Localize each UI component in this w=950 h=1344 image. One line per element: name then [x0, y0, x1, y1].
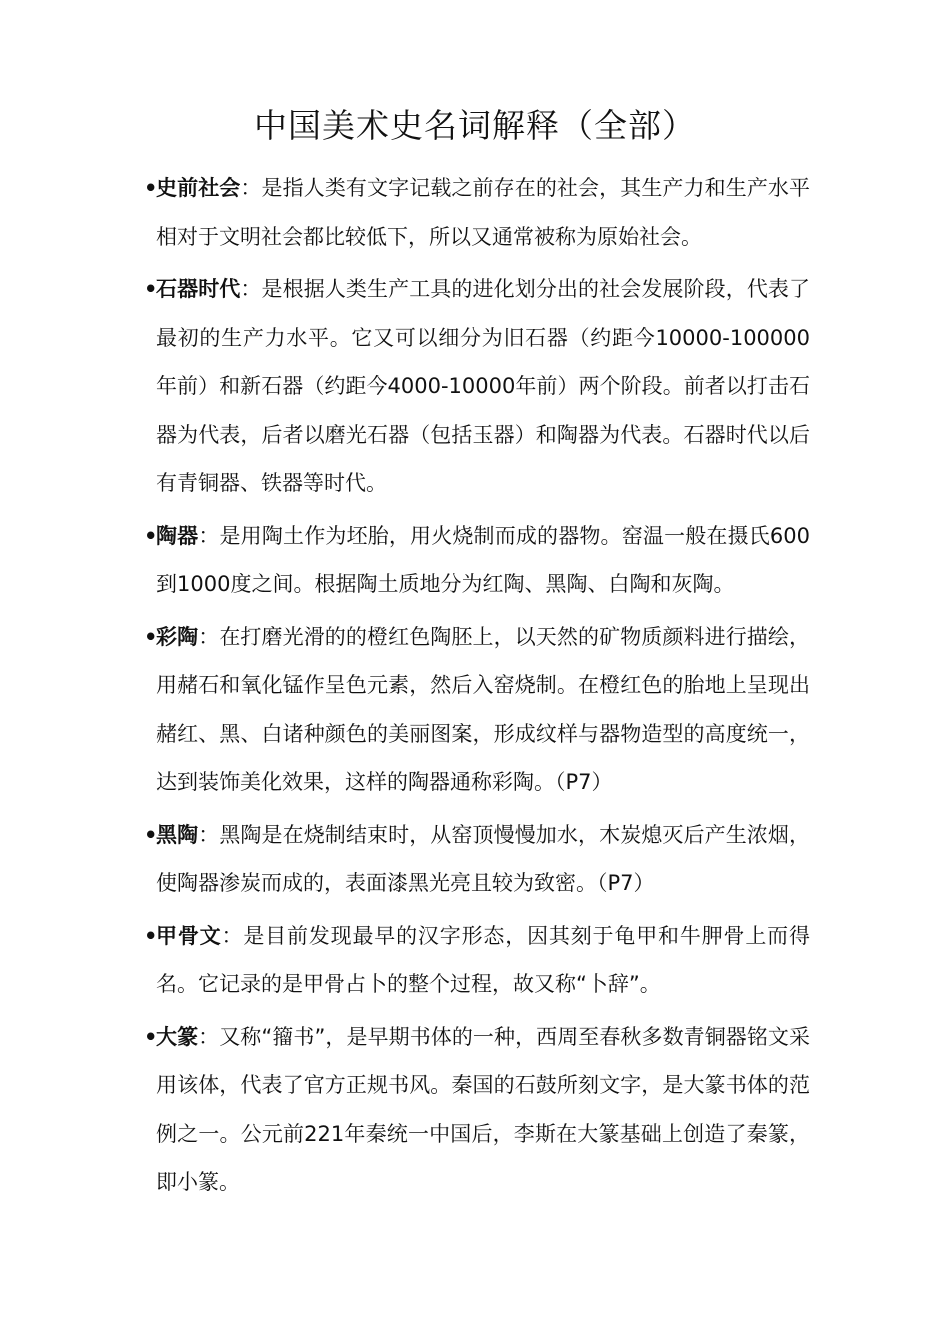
- entry-term: 史前社会: [156, 176, 241, 200]
- bullet-glyph: •: [144, 176, 158, 200]
- entry-definition: 是根据人类生产工具的进化划分出的社会发展阶段，代表了最初的生产力水平。它又可以细分为旧石器（约距今10000-100000年前）和新石器（约距今4000-10000年前）两个阶段。前者以打击石器为代表，后者以磨光石器（包括玉器）和陶器为代表。石器时代以后有青铜器、铁器等时代。: [156, 277, 811, 495]
- bullet-glyph: •: [144, 277, 158, 301]
- glossary-entry-black-pottery: [144, 811, 810, 908]
- entry-definition: 黑陶是在烧制结束时，从窑顶慢慢加水，木炭熄灭后产生浓烟，使陶器渗炭而成的，表面漆黑光亮且较为致密。（P7）: [156, 822, 811, 895]
- entry-separator: ：: [198, 624, 220, 649]
- glossary-entry-oracle-bone-script: [144, 912, 810, 1009]
- glossary-list: [144, 164, 810, 1211]
- entry-definition: 是目前发现最早的汉字形态，因其刻于龟甲和牛胛骨上而得名。它记录的是甲骨占卜的整个过程，故又称“卜辞”。: [156, 923, 810, 996]
- entry-term: 甲骨文: [156, 923, 222, 948]
- glossary-entry-stone-age: [144, 265, 810, 508]
- entry-definition: 又称“籀书”，是早期书体的一种，西周至春秋多数青铜器铭文采用该体，代表了官方正规书风。秦国的石鼓所刻文字，是大篆书体的范例之一。公元前221年秦统一中国后，李斯在大篆基础上创造了秦篆，即小篆。: [156, 1024, 811, 1194]
- entry-separator: ：: [198, 523, 220, 548]
- glossary-entry-pottery: [144, 512, 810, 609]
- entry-term: 石器时代: [156, 277, 241, 301]
- entry-definition: 是指人类有文字记载之前存在的社会，其生产力和生产水平相对于文明社会都比较低下，所以又通常被称为原始社会。: [156, 176, 811, 249]
- entry-separator: ：: [240, 176, 262, 200]
- entry-term: 黑陶: [156, 822, 199, 847]
- entry-term: 陶器: [156, 523, 199, 548]
- document-title: 中国美术史名词解释（全部）: [254, 106, 696, 145]
- glossary-entry-great-seal-script: [144, 1013, 810, 1207]
- entry-separator: ：: [198, 1024, 220, 1049]
- entry-definition: 是用陶土作为坯胎，用火烧制而成的器物。窑温一般在摄氏600到1000度之间。根据陶土质地分为红陶、黑陶、白陶和灰陶。: [156, 523, 810, 596]
- entry-term: 彩陶: [156, 624, 199, 649]
- bullet-glyph: •: [144, 523, 158, 548]
- entry-term: 大篆: [156, 1024, 199, 1049]
- entry-separator: ：: [198, 822, 220, 847]
- entry-separator: ：: [240, 277, 262, 301]
- bullet-glyph: •: [144, 923, 158, 948]
- entry-definition: 在打磨光滑的的橙红色陶胚上，以天然的矿物质颜料进行描绘，用赭石和氧化锰作呈色元素，然后入窑烧制。在橙红色的胎地上呈现出赭红、黑、白诸种颜色的美丽图案，形成纹样与器物造型的高度统一，达到装饰美化效果，这样的陶器通称彩陶。（P7）: [156, 624, 811, 794]
- bullet-glyph: •: [144, 1024, 158, 1049]
- entry-separator: ：: [221, 923, 244, 948]
- bullet-glyph: •: [144, 822, 158, 847]
- glossary-entry-prehistoric-society: [144, 164, 810, 261]
- bullet-glyph: •: [144, 624, 158, 649]
- glossary-entry-painted-pottery: [144, 613, 810, 807]
